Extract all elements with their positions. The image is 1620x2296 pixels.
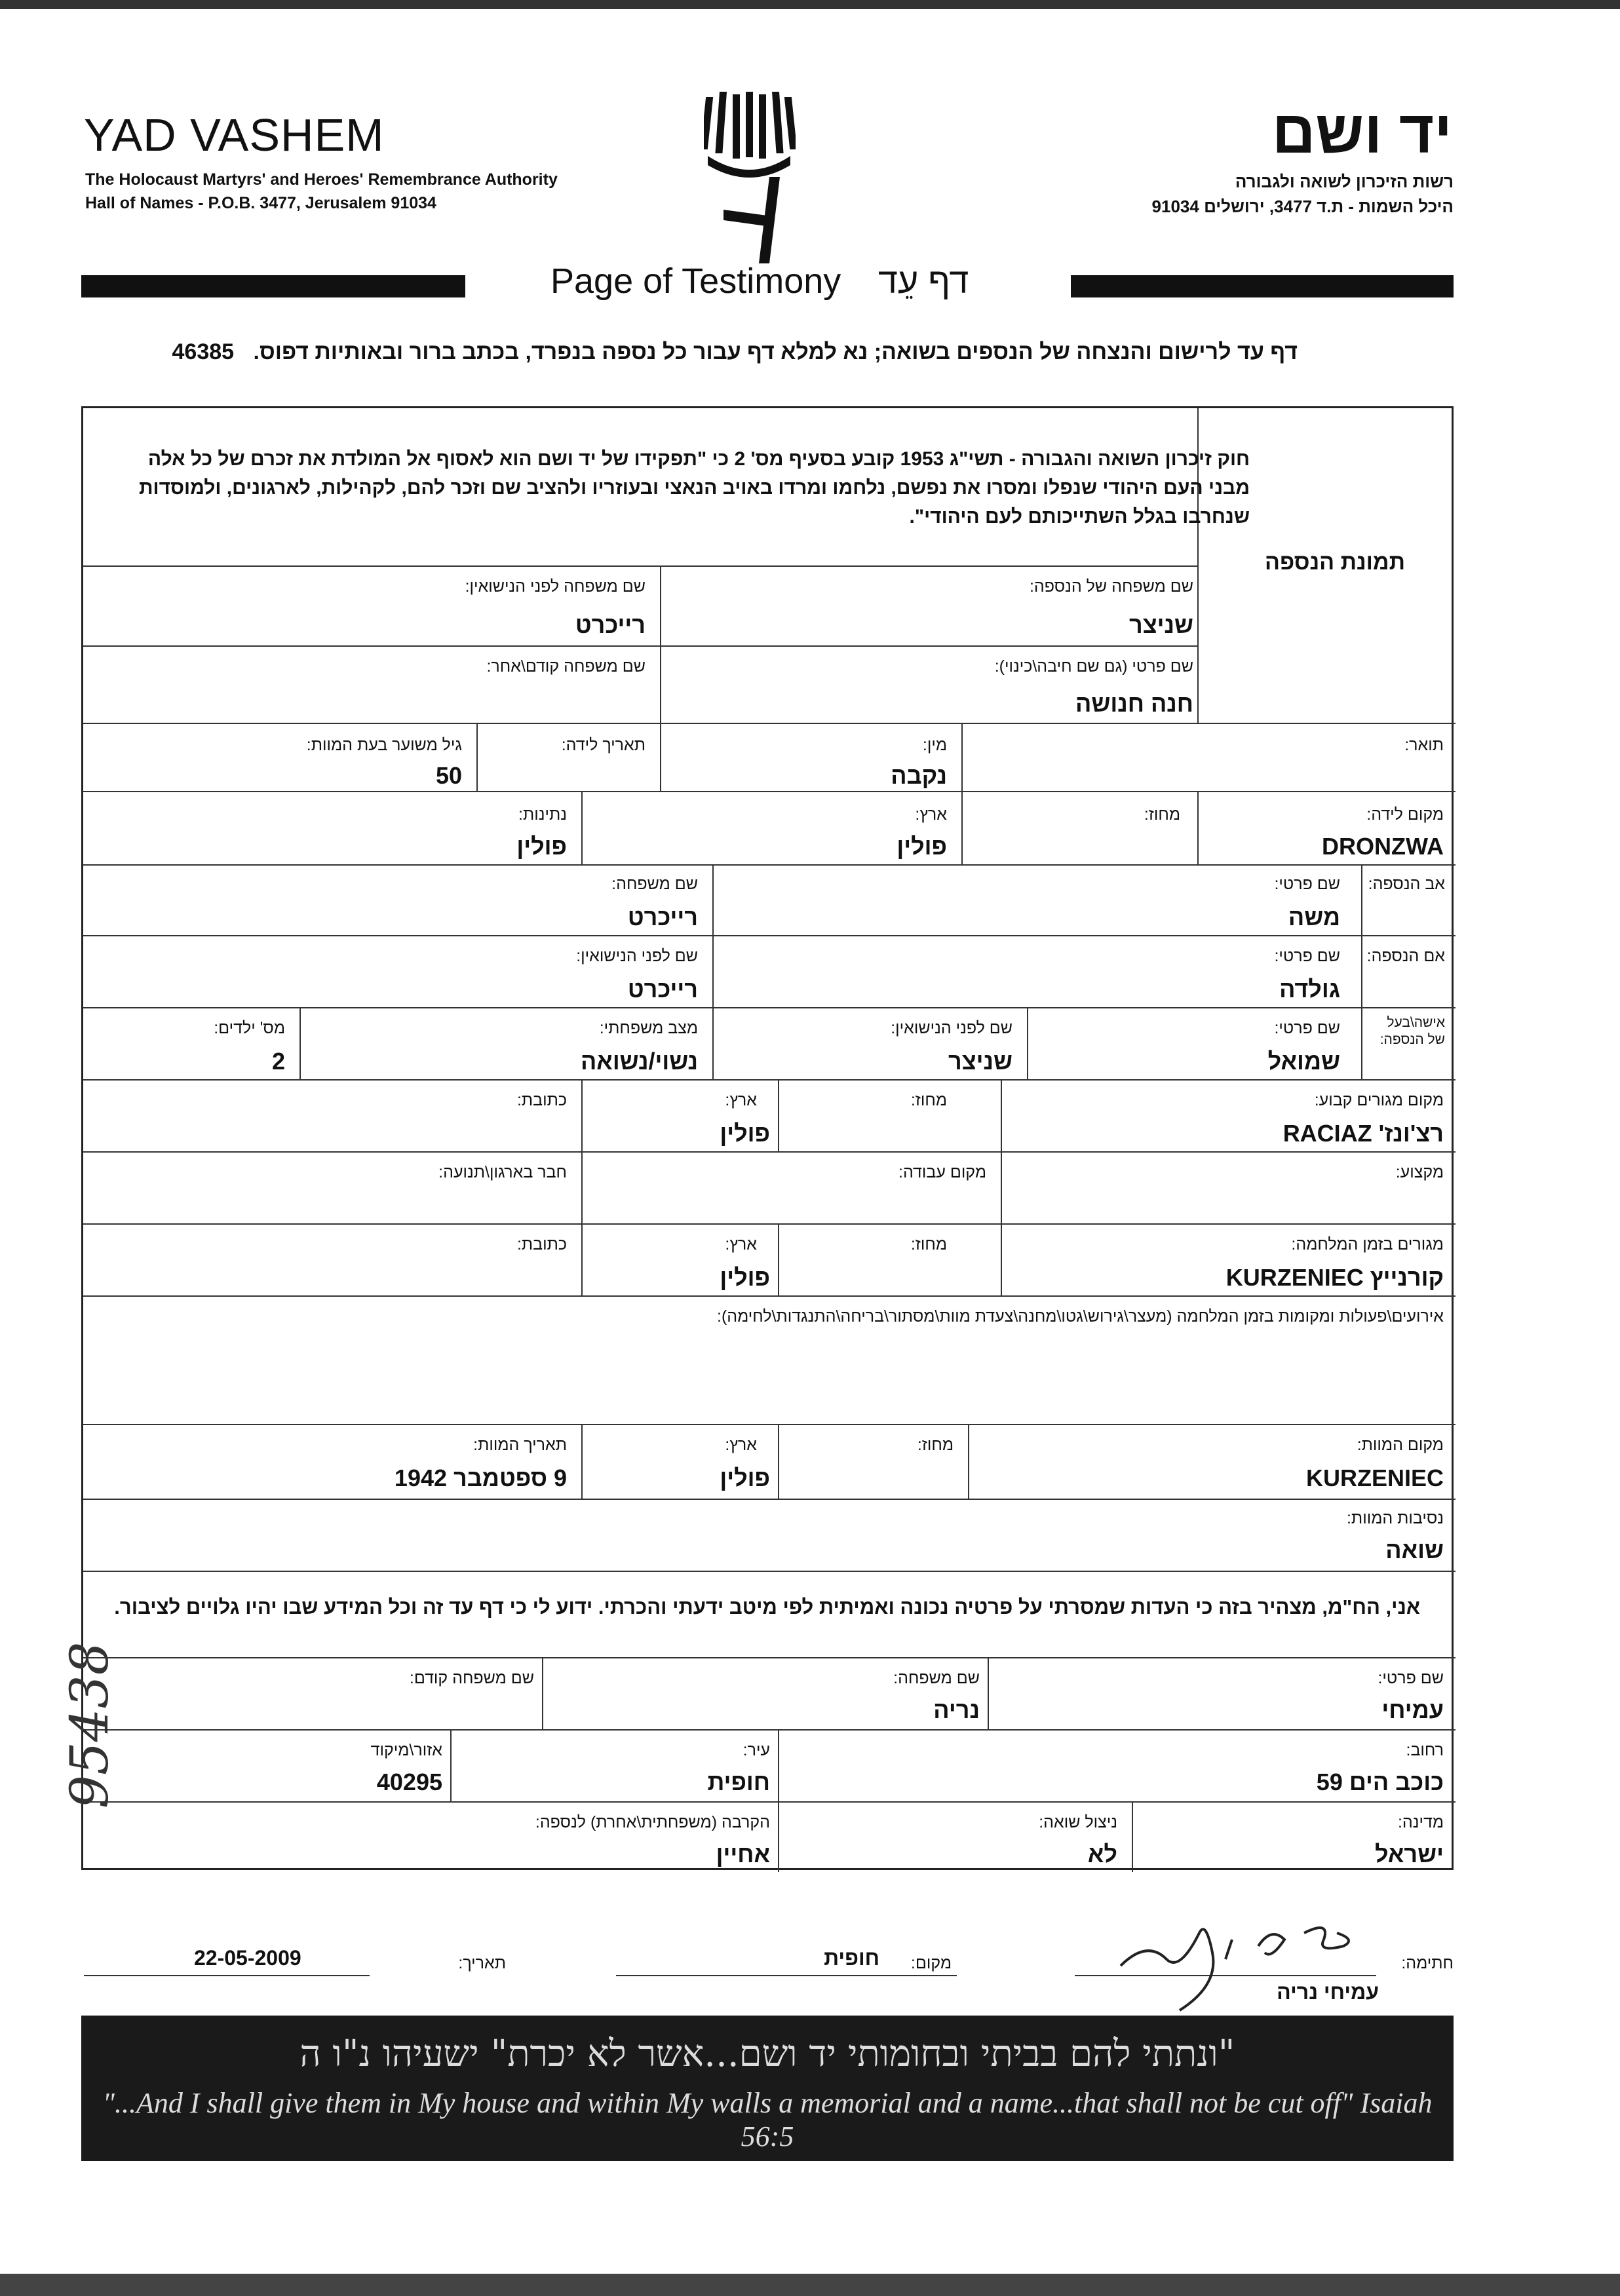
place-label: מקום: — [910, 1954, 952, 1972]
quote-he: "ונתתי להם בביתי ובחומותי יד ושם...אשר לא יכרת" ישעיהו נ"ו ה — [299, 2033, 1235, 2075]
birth-country-value[interactable]: פולין — [897, 833, 947, 860]
surname-value[interactable]: שניצר — [1128, 611, 1193, 638]
mother-maiden-label: שם לפני הנישואין: — [576, 947, 698, 965]
marital-label: מצב משפחתי: — [599, 1019, 698, 1037]
margin-number-text: 95438 — [59, 1641, 120, 1808]
father-first-value[interactable]: משה — [1288, 904, 1340, 930]
mother-label: אם הנספה: — [1366, 947, 1445, 965]
org-address-en — [85, 168, 558, 215]
marital-value[interactable]: נשוי/נשואה — [580, 1048, 698, 1075]
events-label: אירועים\פעולות ומקומות בזמן המלחמה (מעצר\גירוש\גטו\מחנה\צעדת מוות\מסתור\בריחה\התנגדות\לחימה): — [717, 1307, 1444, 1326]
signature-name: עמיחי נריה — [1277, 1980, 1379, 2004]
mother-maiden-value[interactable]: רייכרט — [627, 976, 698, 1003]
nationality-label: נתינות: — [518, 805, 567, 824]
header-rule-left — [81, 275, 465, 297]
survivor-value[interactable]: לא — [1087, 1841, 1117, 1867]
spouse-label-line1: אישה\בעל — [1387, 1015, 1445, 1030]
maiden-name-value[interactable]: רייכרט — [575, 611, 646, 638]
father-surname-value[interactable]: רייכרט — [627, 904, 698, 930]
death-date-label: תאריך המוות: — [473, 1436, 567, 1454]
age-value[interactable]: 50 — [435, 762, 462, 789]
membership-label: חבר בארגון\תנועה: — [438, 1163, 567, 1181]
gender-label: מין: — [922, 736, 947, 754]
header-rule-right — [1071, 275, 1454, 297]
death-place-label: מקום המוות: — [1357, 1436, 1444, 1454]
street-label: רחוב: — [1406, 1741, 1444, 1759]
law-text: חוק זיכרון השואה והגבורה - תשי"ג 1953 קובע בסעיף מס' 2 כי "תפקידו של יד ושם הוא לאסוף אל המולדת את זכרם של כל אלה מבני העם היהודי שנפלו ומסרו את נפשם, נלחמו ומרדו באויב הנאצי ובעוזריו ולהציב שם וזכר להם, לקהילות, לארגונים, ולמוסדות שנחרבו בגלל השתייכותם לעם היהודי". — [139, 448, 1250, 527]
date-value[interactable]: 22-05-2009 — [194, 1946, 301, 1970]
prev-surname-label: שם משפחה קודם\אחר: — [486, 657, 646, 676]
country-label: מדינה: — [1397, 1813, 1444, 1831]
age-label: גיל משוער בעת המוות: — [306, 736, 462, 754]
spouse-first-label: שם פרטי: — [1274, 1019, 1340, 1037]
children-label: מס' ילדים: — [214, 1019, 285, 1037]
declaration-text: אני, הח"מ, מצהיר בזה כי העדות שמסרתי על פרטיה נכונה ואמיתית לפי מיטב ידעתי והכרתי. ידוע לי כי דף עד זה וכל המידע שבו יהיו גלויים לציבור. — [114, 1596, 1420, 1618]
org-name-en: YAD VASHEM — [84, 109, 385, 161]
workplace-label: מקום עבודה: — [898, 1163, 986, 1181]
war-residence-label: מגורים בזמן המלחמה: — [1291, 1235, 1444, 1253]
org-hall-he: היכל השמות - ת.ד 3477, ירושלים 91034 — [1151, 197, 1454, 216]
maiden-name-label: שם משפחה לפני הנישואין: — [465, 577, 646, 596]
yad-vashem-logo — [704, 92, 796, 263]
city-value[interactable]: חופית — [707, 1769, 770, 1795]
death-country-value[interactable]: פולין — [720, 1464, 770, 1491]
father-surname-label: שם משפחה: — [611, 875, 698, 893]
first-name-value[interactable]: חנה חנושה — [1075, 690, 1193, 717]
place-value[interactable]: חופית — [824, 1946, 879, 1970]
street-value[interactable]: כוכב הים 59 — [1316, 1769, 1444, 1795]
survivor-label: ניצול שואה: — [1039, 1813, 1117, 1831]
relation-label: הקרבה (משפחתית\אחרת) לנספה: — [535, 1813, 770, 1831]
date-label: תאריך: — [458, 1954, 506, 1972]
submitter-first-label: שם פרטי: — [1378, 1669, 1444, 1687]
gender-value[interactable]: נקבה — [891, 762, 947, 789]
res-address-label: כתובת: — [516, 1091, 567, 1109]
war-country-value[interactable]: פולין — [720, 1264, 770, 1291]
war-region-label: מחוז: — [910, 1235, 947, 1253]
country-value[interactable]: ישראל — [1374, 1841, 1444, 1867]
res-region-label: מחוז: — [910, 1091, 947, 1109]
father-first-label: שם פרטי: — [1274, 875, 1340, 893]
margin-handwritten-number — [9, 1638, 120, 1808]
profession-label: מקצוע: — [1395, 1163, 1444, 1181]
org-hall-en: Hall of Names - P.O.B. 3477, Jerusalem 91034 — [85, 194, 436, 212]
nationality-value[interactable]: פולין — [516, 833, 567, 860]
birth-place-value[interactable]: DRONZWA — [1322, 833, 1444, 860]
mother-first-value[interactable]: גולדה — [1279, 976, 1340, 1003]
first-name-label: שם פרטי (גם שם חיבה\כינוי): — [994, 657, 1193, 676]
city-label: עיר: — [742, 1741, 770, 1759]
quote-en: "...And I shall give them in My house and within My walls a memorial and a name...that shall not be cut off" Isaiah 56:5 — [102, 2087, 1433, 2152]
spouse-maiden-value[interactable]: שניצר — [948, 1048, 1013, 1075]
scan-top-edge — [0, 0, 1620, 9]
org-address-he — [1152, 169, 1454, 219]
war-residence-value[interactable]: קורנייץ KURZENIEC — [1225, 1264, 1444, 1291]
testimony-form — [81, 406, 1454, 1870]
death-place-value[interactable]: KURZENIEC — [1305, 1464, 1444, 1491]
form-number: 46385 — [172, 339, 235, 364]
birth-country-label: ארץ: — [915, 805, 947, 824]
war-address-label: כתובת: — [516, 1235, 567, 1253]
submitter-prev-surname-label: שם משפחה קודם: — [409, 1669, 534, 1687]
children-value[interactable]: 2 — [271, 1048, 285, 1075]
intro-text: דף עד לרישום והנצחה של הנספים בשואה; נא למלא דף עבור כל נספה בנפרד, בכתב ברור ובאותיות דפוס. — [253, 339, 1298, 364]
spouse-first-value[interactable]: שמואל — [1267, 1048, 1340, 1075]
res-country-label: ארץ: — [725, 1091, 757, 1109]
submitter-surname-value[interactable]: נריה — [933, 1696, 980, 1723]
zip-value[interactable]: 40295 — [376, 1769, 442, 1795]
death-circ-label: נסיבות המוות: — [1346, 1509, 1444, 1527]
place-line — [616, 1975, 957, 1976]
death-circ-value[interactable]: שואה — [1385, 1537, 1444, 1563]
surname-label: שם משפחה של הנספה: — [1029, 577, 1193, 596]
war-country-label: ארץ: — [725, 1235, 757, 1253]
page-title-en: Page of Testimony — [550, 261, 841, 301]
relation-value[interactable]: אחיין — [716, 1841, 770, 1867]
photo-label: תמונת הנספה — [1264, 550, 1406, 575]
spouse-label-line2: של הנספה: — [1379, 1032, 1445, 1047]
org-name-he: יד ושם — [1272, 99, 1452, 166]
intro-line — [151, 339, 1298, 365]
scan-bottom-edge — [0, 2274, 1620, 2296]
submitter-first-value[interactable]: עמיחי — [1381, 1696, 1444, 1723]
birth-place-label: מקום לידה: — [1366, 805, 1444, 824]
residence-value[interactable]: רצ'ונז' RACIAZ — [1282, 1120, 1444, 1147]
org-subtitle-he: רשות הזיכרון לשואה ולגבורה — [1235, 172, 1454, 191]
res-country-value[interactable]: פולין — [720, 1120, 770, 1147]
zip-label: אזור\מיקוד — [370, 1741, 442, 1759]
org-subtitle-en: The Holocaust Martyrs' and Heroes' Remembrance Authority — [85, 170, 558, 189]
title-label: תואר: — [1404, 736, 1444, 754]
mother-first-label: שם פרטי: — [1274, 947, 1340, 965]
date-line — [84, 1975, 370, 1976]
death-date-value[interactable]: 9 ספטמבר 1942 — [394, 1464, 567, 1491]
birth-region-label: מחוז: — [1144, 805, 1180, 824]
signature-label: חתימה: — [1401, 1954, 1454, 1972]
father-label: אב הנספה: — [1368, 875, 1445, 893]
death-region-label: מחוז: — [917, 1436, 954, 1454]
page-title-he: דף עֵד — [878, 261, 969, 301]
spouse-maiden-label: שם לפני הנישואין: — [891, 1019, 1013, 1037]
birth-date-label: תאריך לידה: — [561, 736, 646, 754]
submitter-surname-label: שם משפחה: — [893, 1669, 980, 1687]
death-country-label: ארץ: — [725, 1436, 757, 1454]
quote-banner — [81, 2016, 1454, 2161]
residence-label: מקום מגורים קבוע: — [1314, 1091, 1444, 1109]
